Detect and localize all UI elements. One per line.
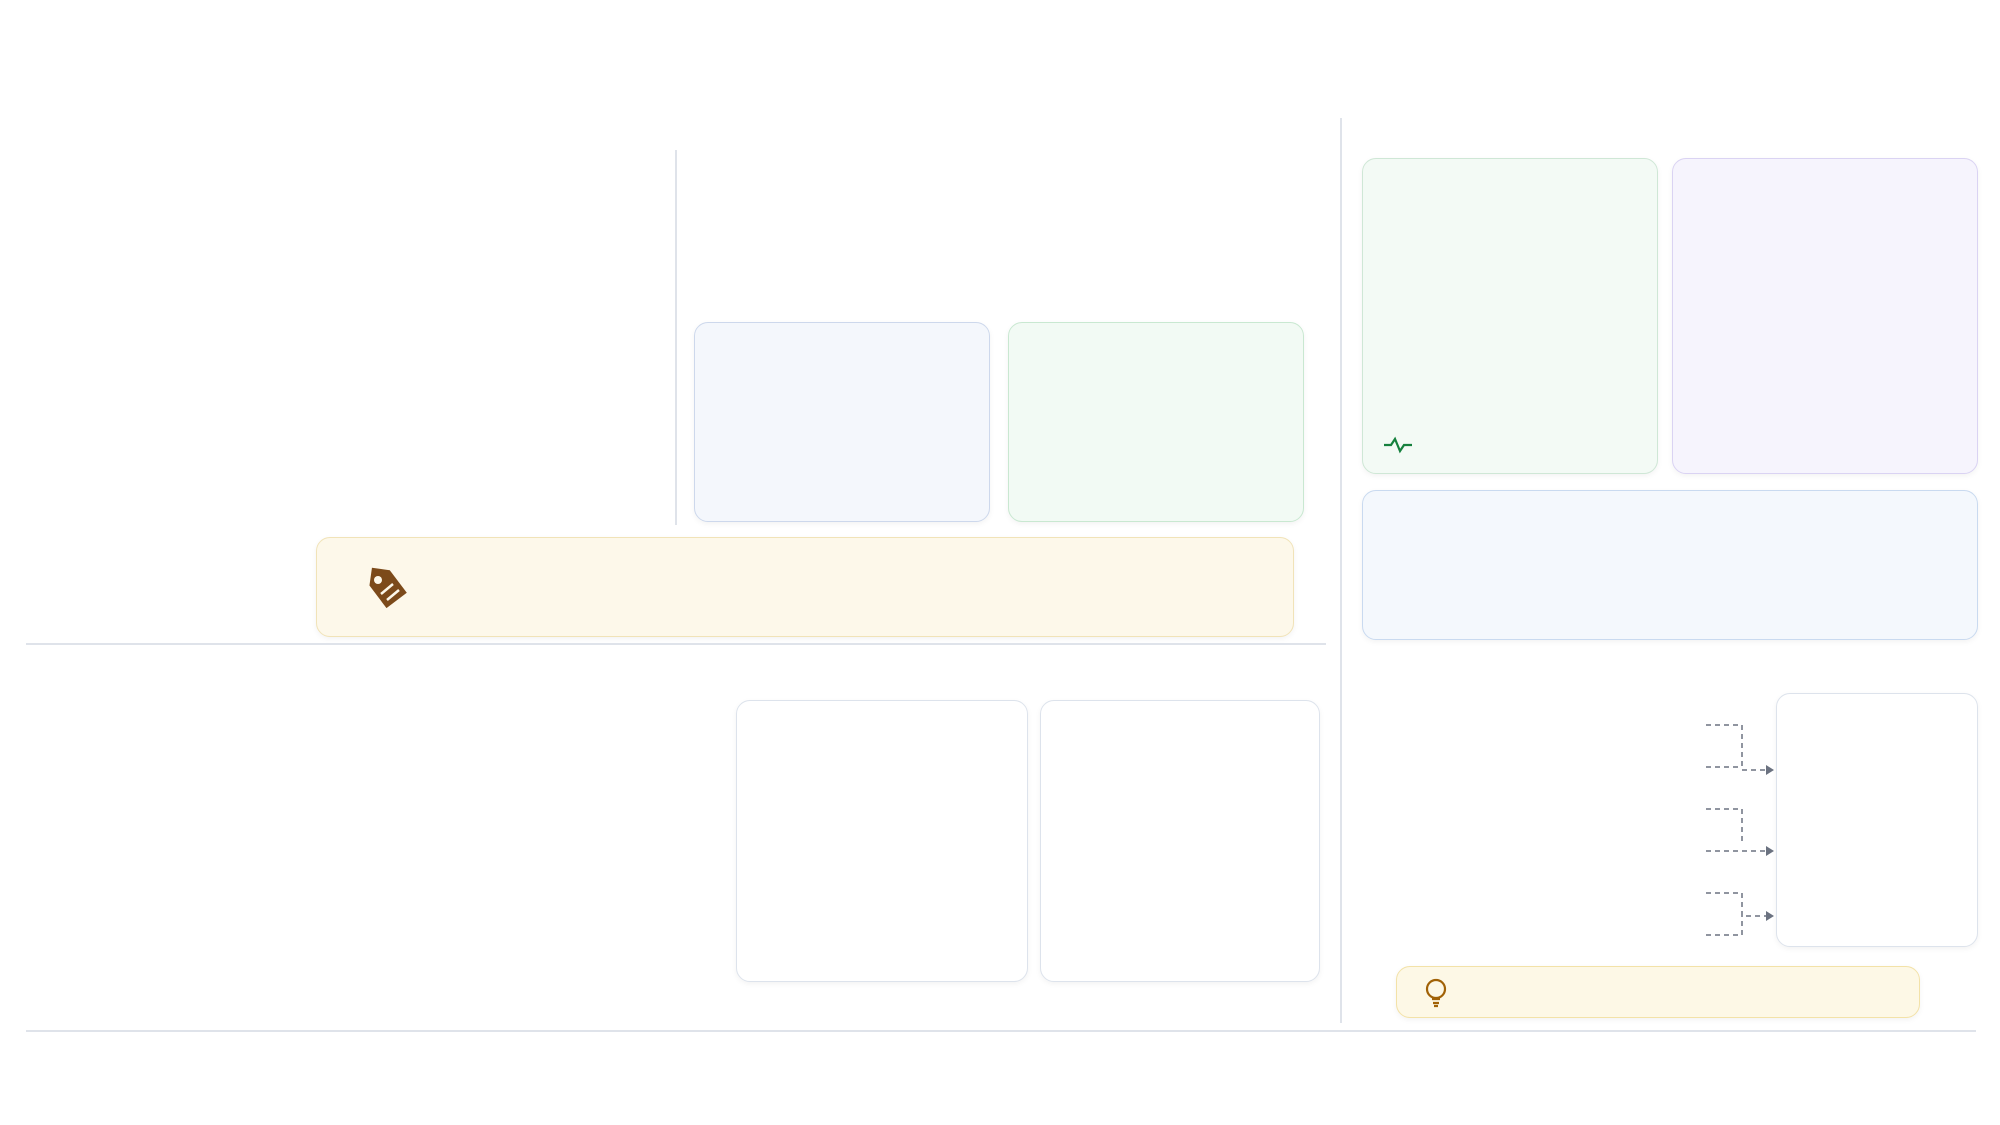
investigate-note [1396, 966, 1920, 1018]
gate-connectors [1706, 710, 1776, 950]
divider [26, 1030, 1976, 1032]
judge-repeatability-card [694, 322, 990, 522]
operational-decision-card [1040, 700, 1320, 982]
divider [26, 643, 1326, 645]
traceability-card [316, 537, 1294, 637]
semantic-criteria-card [1672, 158, 1978, 474]
divider [1340, 118, 1342, 1023]
separate-outputs-card [1362, 490, 1978, 640]
measure-card [736, 700, 1028, 982]
lightbulb-icon [1423, 977, 1449, 1009]
pulse-icon [1383, 436, 1413, 454]
tag-icon [361, 564, 411, 616]
full-experience-card [1008, 322, 1304, 522]
possible-routes-card [1776, 693, 1978, 947]
divider [675, 150, 677, 525]
deterministic-checks-card [1362, 158, 1658, 474]
